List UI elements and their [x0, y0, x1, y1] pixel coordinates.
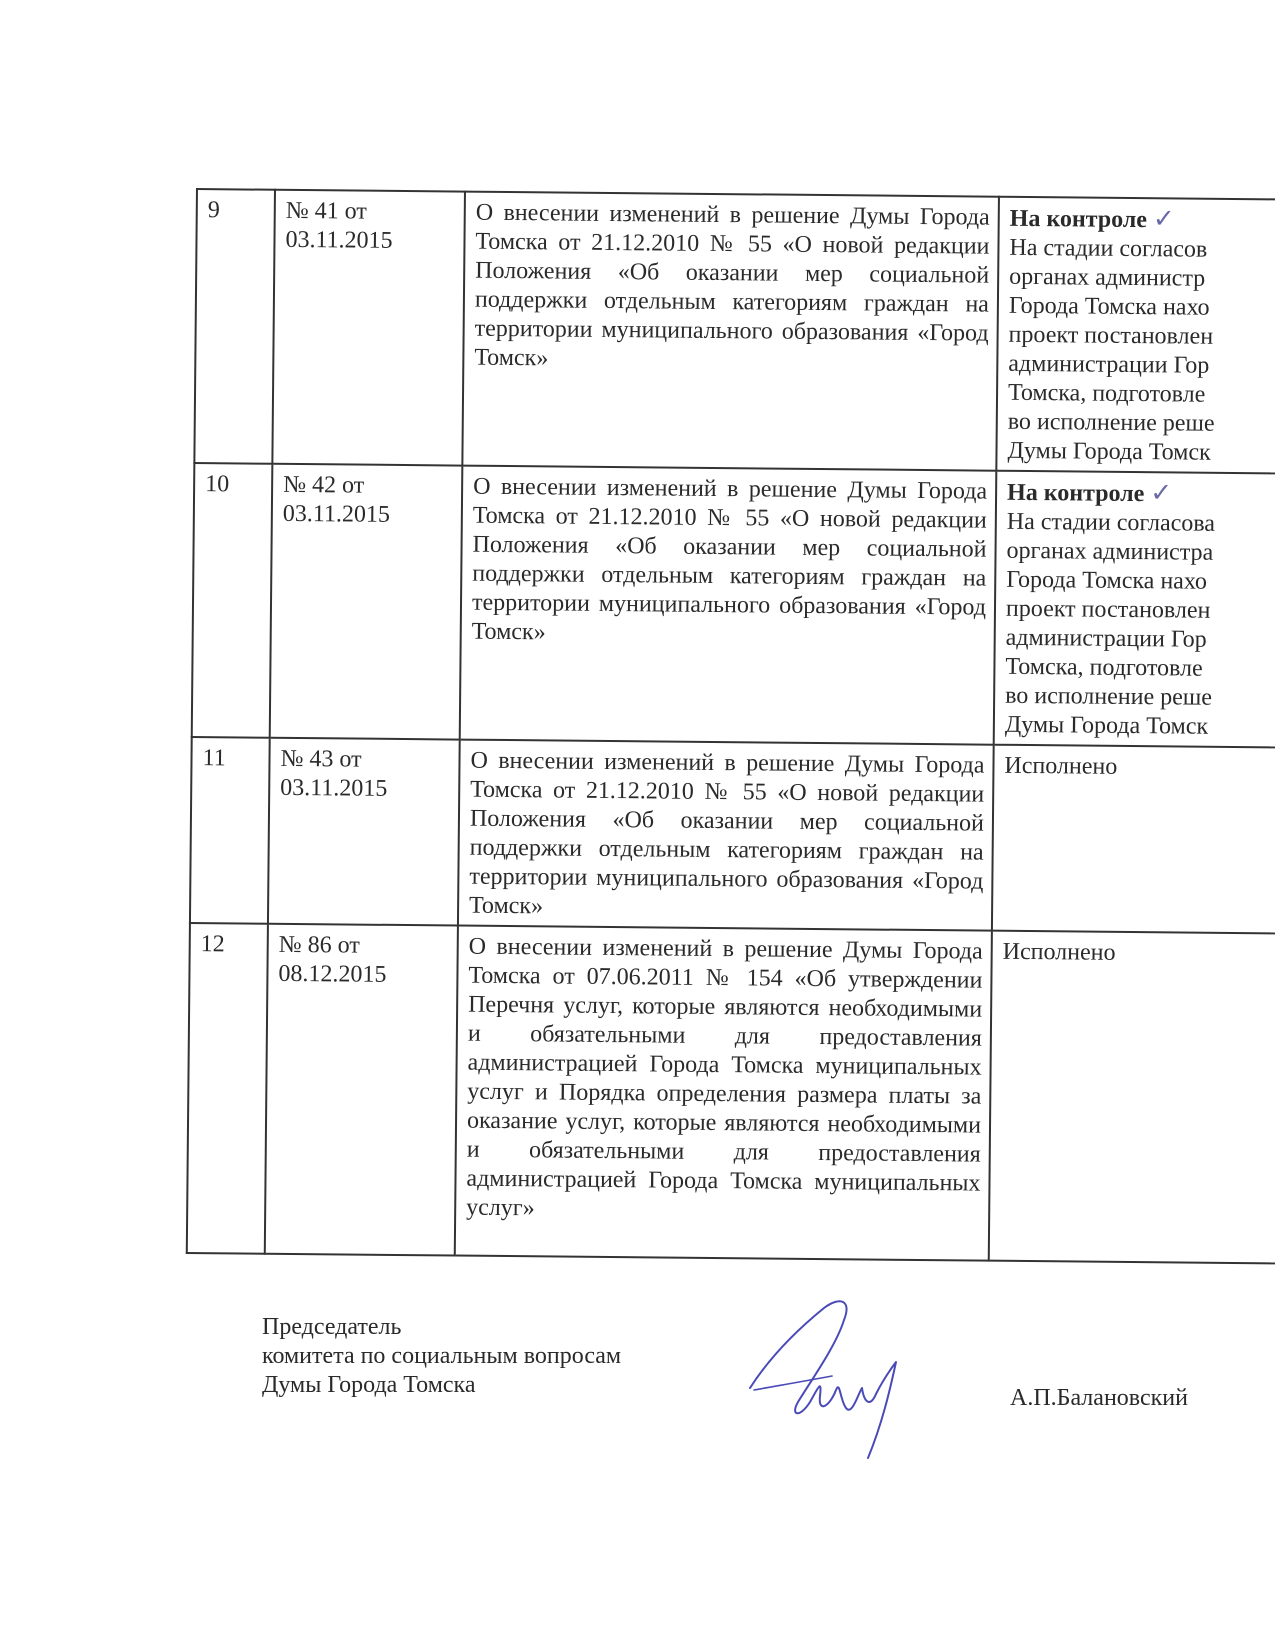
- decision-title: О внесении изменений в решение Думы Города Томска от 21.12.2010 № 55 «О новой редакции Положения «Об оказании мер социальной поддержки отдельным категориям граждан на территории муниципального образования «Город Томск»: [462, 192, 999, 471]
- decision-date: 03.11.2015: [280, 774, 388, 802]
- status-line: На стадии согласова: [1006, 508, 1216, 537]
- signatory-position: [262, 1313, 621, 1400]
- status-line: Томска, подготовле: [1007, 379, 1206, 408]
- status-title: На контроле: [1006, 479, 1145, 508]
- status-line: Томска, подготовле: [1005, 653, 1203, 682]
- row-number: 10: [192, 463, 273, 738]
- signatory-name: А.П.Балановский: [1010, 1385, 1188, 1411]
- status-title: На контроле: [1009, 205, 1148, 234]
- decision-reference: [265, 924, 458, 1256]
- position-line: Председатель: [262, 1314, 402, 1340]
- status-line: Города Томска нахо: [1008, 292, 1210, 321]
- table-row: [187, 923, 1275, 1265]
- decisions-table: [186, 188, 1275, 1265]
- status-line: органах администр: [1009, 263, 1206, 292]
- status-line: проект постановлен: [1005, 595, 1211, 624]
- decision-title: О внесении изменений в решение Думы Города Томска от 07.06.2011 № 154 «Об утверждении Перечня услуг, которые являются необходимыми и обязательными для предоставления администрацией Города Томска муниципальных услуг и Порядка определения размера платы за оказание услуг, которые являются необходимыми и обязательными для предоставления администрацией Города Томска муниципальных услуг»: [455, 926, 992, 1261]
- status-line: Исполнено: [1004, 752, 1118, 780]
- decision-reference: [270, 464, 463, 740]
- status-line: органах администра: [1006, 537, 1214, 566]
- status-line: администрации Гор: [1005, 624, 1207, 653]
- status-cell: [989, 931, 1275, 1265]
- status-cell: [994, 471, 1275, 749]
- decision-reference: [272, 190, 465, 466]
- status-line: На стадии согласов: [1009, 234, 1208, 263]
- decision-number: № 41 от: [285, 197, 367, 225]
- status-cell: [996, 197, 1275, 475]
- row-number: 9: [194, 189, 275, 464]
- status-line: администрации Гор: [1008, 350, 1210, 379]
- handwritten-signature: [740, 1290, 910, 1470]
- decision-number: № 43 от: [280, 745, 362, 773]
- status-line: Города Томска нахо: [1006, 566, 1208, 595]
- status-line: Исполнено: [1002, 938, 1116, 966]
- decision-title: О внесении изменений в решение Думы Города Томска от 21.12.2010 № 55 «О новой редакции Положения «Об оказании мер социальной поддержки отдельным категориям граждан на территории муниципального образования «Город Томск»: [460, 466, 997, 745]
- handwritten-check-icon: ✓: [1150, 478, 1173, 509]
- status-line: Думы Города Томск: [1004, 711, 1209, 740]
- row-number: 12: [187, 923, 268, 1254]
- decision-number: № 42 от: [283, 471, 365, 499]
- status-line: Думы Города Томск: [1007, 437, 1211, 466]
- table-row: [192, 463, 1275, 749]
- decision-date: 08.12.2015: [278, 960, 387, 988]
- decisions-table-wrap: [186, 188, 1275, 1265]
- row-number: 11: [190, 737, 270, 924]
- position-line: комитета по социальным вопросам: [262, 1343, 622, 1369]
- position-line: Думы Города Томска: [262, 1372, 476, 1398]
- status-line: во исполнение реше: [1007, 408, 1215, 437]
- decision-date: 03.11.2015: [282, 500, 391, 528]
- decision-reference: [268, 738, 460, 926]
- table-row: [194, 189, 1275, 475]
- decision-title: О внесении изменений в решение Думы Города Томска от 21.12.2010 № 55 «О новой редакции Положения «Об оказании мер социальной поддержки отдельным категориям граждан на территории муниципального образования «Город Томск»: [458, 740, 994, 931]
- status-cell: [992, 745, 1275, 935]
- table-row: [190, 737, 1275, 935]
- decision-date: 03.11.2015: [285, 226, 393, 254]
- handwritten-check-icon: ✓: [1152, 204, 1175, 235]
- status-line: проект постановлен: [1008, 321, 1214, 350]
- decision-number: № 86 от: [278, 931, 360, 959]
- status-line: во исполнение реше: [1005, 682, 1213, 711]
